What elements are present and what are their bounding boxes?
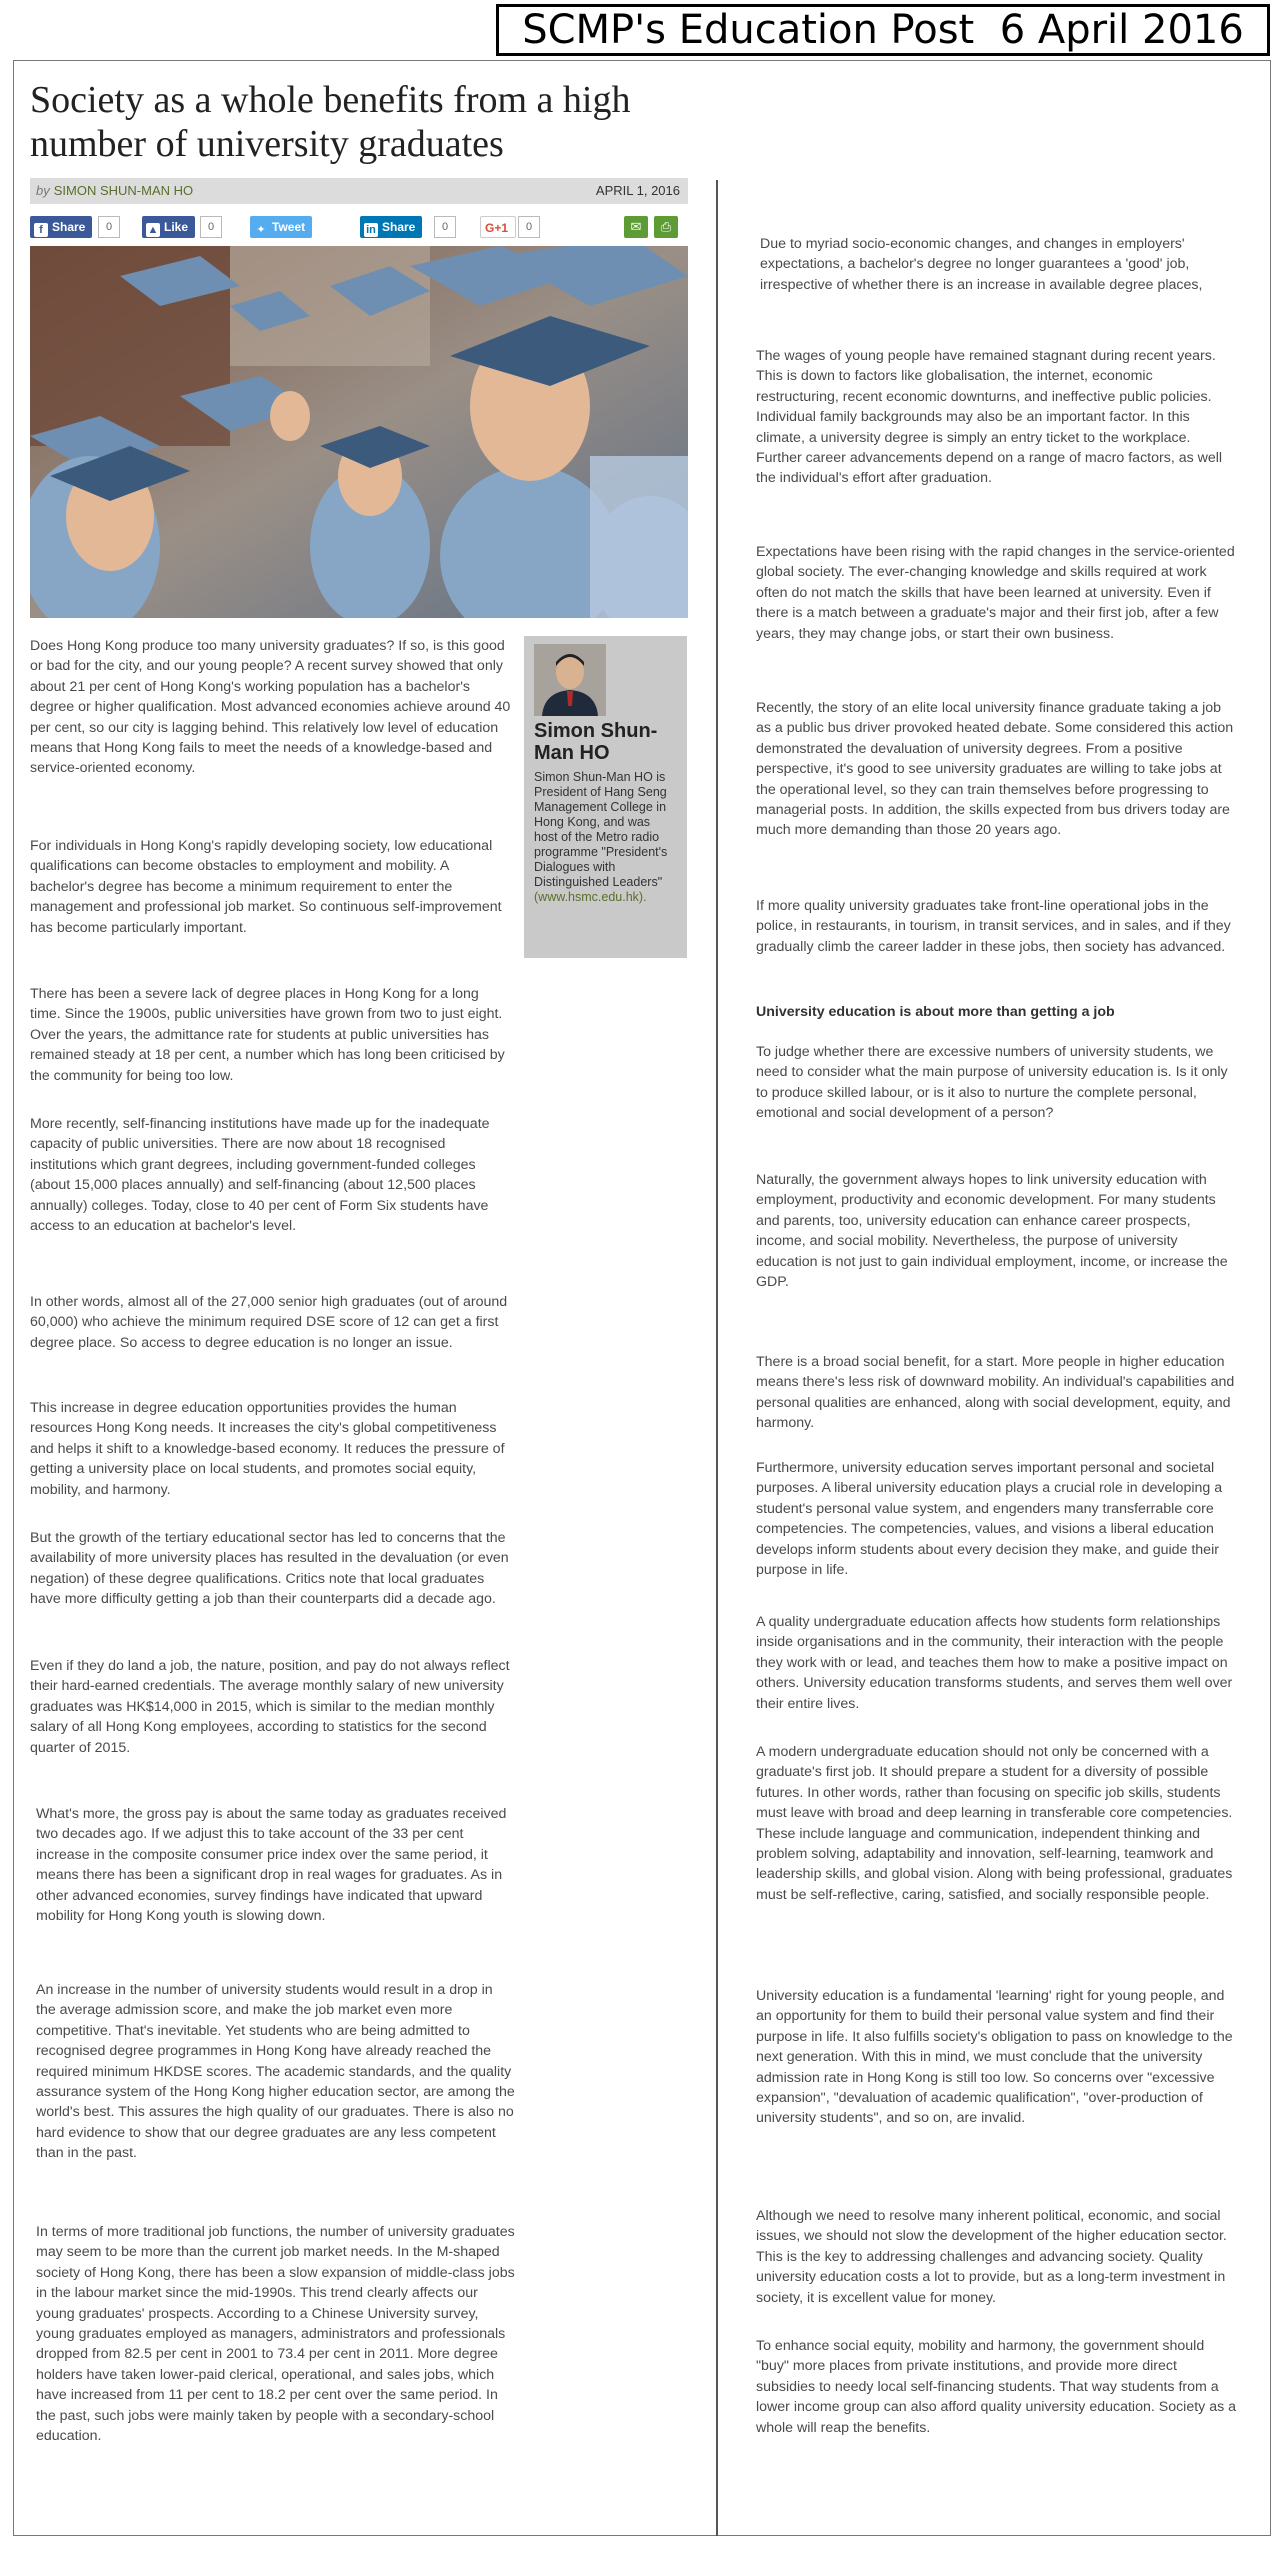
left-paragraph: But the growth of the tertiary educational sector has led to concerns that the availability of more university places has resulted in the devaluation (or even negation) of these degree qualifications. Critics note that local graduates have more difficulty getting a job than their counterparts did a decade ago. [30, 1530, 509, 1608]
left-paragraph: There has been a severe lack of degree places in Hong Kong for a long time. Since the 1900s, public universities have grown from two to just eight. Over the years, the admittance rate for students at public universities has remained steady at 18 per cent, a number which has long been criticised by the community for being too low. [30, 986, 505, 1084]
left-paragraph: An increase in the number of university students would result in a drop in the average admission score, and make the job market even more competitive. That's inevitable. Yet students who are being admitted to recognised degree programmes in Hong Kong have already reached the required minimum HKDSE scores. The academic standards, and the quality assurance system of the Hong Kong higher education sector, are among the world's best. This assures the high quality of our graduates. There is also no hard evidence to show that our degree graduates are any less competent than in the past. [36, 1982, 515, 2162]
right-paragraph: University education is a fundamental 'learning' right for young people, and an opportunity for them to build their personal value system and find their purpose in life. It also fulfills society's obligation to pass on knowledge to the next generation. With this in mind, we must conclude that the university admission rate in Hong Kong is still too low. So concerns over "excessive expansion", "devaluation of academic qualification", "over-production of university students", and so on, are invalid. [756, 1988, 1233, 2127]
facebook-icon: f [34, 223, 48, 237]
author-url-close: ). [638, 890, 647, 904]
right-paragraph: To judge whether there are excessive numbers of university students, we need to consider what the main purpose of university education is. Is it only to produce skilled labour, or is it also to nurture the complete personal, emotional and social development of a person? [756, 1044, 1228, 1122]
right-paragraph: To enhance social equity, mobility and harmony, the government should "buy" more places from private institutions, and provide more direct subsidies to needy local self-financing students. That way students from a lower income group can also afford quality university education. Society as a whole will reap the benefits. [756, 2338, 1237, 2436]
byline-author-link[interactable]: SIMON SHUN-MAN HO [53, 183, 194, 198]
linkedin-share-count: 0 [434, 216, 456, 238]
thumbs-up-icon: ▲ [147, 224, 159, 236]
byline-prefix: by [36, 183, 50, 198]
email-button[interactable] [624, 216, 648, 238]
facebook-like-count: 0 [200, 216, 222, 238]
googleplus-count: 0 [518, 216, 540, 238]
left-paragraph: In other words, almost all of the 27,000 senior high graduates (out of around 60,000) who achieve the minimum required DSE score of 12 can get a first degree place. So access to degree education is no longer an issue. [30, 1294, 508, 1351]
hero-photo-graduates [30, 246, 688, 618]
left-paragraph: Even if they do land a job, the nature, position, and pay do not always reflect their hard-earned credentials. The average monthly salary of new university graduates was HK$14,000 in 2015, which is similar to the median monthly salary of all Hong Kong employees, according to statistics for the second quarter of 2015. [30, 1658, 510, 1756]
right-paragraph: Recently, the story of an elite local university finance graduate taking a job as a public bus driver provoked heated debate. Some considered this action demonstrated the devaluation of university degrees. From a positive perspective, it's good to see university graduates are willing to take jobs at the operational level, so they can train themselves before progressing to managerial posts. In addition, the skills expected from bus drivers today are much more demanding than those 20 years ago. [756, 700, 1234, 839]
right-paragraph: If more quality university graduates take front-line operational jobs in the police, in restaurants, in tourism, in transit services, and in sales, and if they gradually climb the career ladder in these jobs, then society has advanced. [756, 898, 1231, 955]
googleplus-button[interactable] [480, 216, 516, 238]
right-paragraph: Naturally, the government always hopes to link university education with employment, productivity and economic development. For many students and parents, too, university education can enhance career prospects, income, and social mobility. Nevertheless, the purpose of university education is not just to gain individual employment, income, or increase the GDP. [756, 1172, 1228, 1291]
column-divider [716, 180, 718, 2536]
masthead-banner [496, 4, 1270, 56]
right-paragraph: The wages of young people have remained stagnant during recent years. This is down to factors like globalisation, the internet, economic restructuring, recent economic downturns, and ineffective public policies. Individual family backgrounds may also be an important factor. In this climate, a university degree is simply an entry ticket to the workplace. Further career advancements depend on a range of macro factors, as well the individual's effort after graduation. [756, 348, 1223, 487]
left-paragraph: More recently, self-financing institutions have made up for the inadequate capacity of public universities. There are now about 18 recognised institutions which grant degrees, including government-funded colleges (about 15,000 places annually) and self-financing (about 12,500 places annually) colleges. Today, close to 40 per cent of Form Six students have access to an education at bachelor's level. [30, 1116, 490, 1235]
facebook-share-button[interactable]: f Share [30, 216, 92, 238]
facebook-like-button[interactable]: ▲ Like [142, 216, 195, 238]
author-box [524, 636, 687, 958]
facebook-share-count: 0 [98, 216, 120, 238]
right-paragraph: A modern undergraduate education should not only be concerned with a graduate's first job. It should prepare a student for a diversity of possible futures. In other words, rather than focusing on specific job skills, students must leave with broad and deep learning in transferable core competencies. These include language and communication, independent thinking and problem solving, adaptability and innovation, self-learning, teamwork and leadership skills, and global vision. Along with being professional, graduates must be self-reflective, caring, satisfied, and socially responsible people. [756, 1744, 1233, 1903]
right-paragraph: There is a broad social benefit, for a start. More people in higher education means there's less risk of downward mobility. An individual's capabilities and personal qualities are enhanced, along with social development, equity, and harmony. [756, 1354, 1235, 1432]
author-website-link[interactable]: www.hsmc.edu.hk [538, 890, 639, 904]
envelope-icon: ✉ [630, 219, 642, 234]
masthead-date: 6 April 2016 [999, 7, 1244, 53]
print-button[interactable] [654, 216, 678, 238]
author-url-open: ( [534, 890, 539, 904]
left-paragraph: This increase in degree education opportunities provides the human resources Hong Kong needs. It increases the city's global competitiveness and helps it shift to a knowledge-based economy. It reduces the pressure of getting a university place on local students, and promotes social equity, mobility, and harmony. [30, 1400, 505, 1498]
right-paragraph: Expectations have been rising with the rapid changes in the service-oriented global society. The ever-changing knowledge and skills required at work often do not match the skills that have been learned at university. Even if there is a match between a graduate's major and their first job, after a few years, they may change jobs, or start their own business. [756, 544, 1235, 642]
share-toolbar [30, 214, 688, 240]
left-paragraph: For individuals in Hong Kong's rapidly developing society, low educational qualifications can become obstacles to employment and mobility. A bachelor's degree has become a minimum requirement to enter the management and professional job market. So continuous self-improvement has become particularly important. [30, 838, 502, 936]
masthead-publication: SCMP's Education Post [522, 7, 975, 53]
byline-bar [30, 178, 688, 204]
left-paragraph: Does Hong Kong produce too many university graduates? If so, is this good or bad for the city, and our young people? A recent survey showed that only about 21 per cent of Hong Kong's working population has a bachelor's degree or higher qualification. Most advanced economies achieve around 40 per cent, so our city is lagging behind. This relatively low level of education means that Hong Kong fails to meet the needs of a knowledge-based and service-oriented economy. [30, 638, 511, 777]
right-paragraph: A quality undergraduate education affects how students form relationships inside organisations and in the community, their interaction with the people they work with or lead, and teaches them how to make a positive impact on others. University education transforms students, and serves them well over their entire lives. [756, 1614, 1233, 1712]
article-date: APRIL 1, 2016 [595, 183, 680, 198]
graduates-photo-illustration [30, 246, 688, 618]
author-name: Simon Shun-Man HO [534, 720, 658, 764]
article-headline: Society as a whole benefits from a high number of university graduates [30, 79, 631, 165]
right-paragraph: Although we need to resolve many inherent political, economic, and social issues, we should not slow the development of the higher education sector. This is the key to addressing challenges and advancing society. Quality university education costs a lot to provide, but as a long-term investment in society, it is excellent value for money. [756, 2208, 1227, 2306]
linkedin-share-button[interactable]: in Share [360, 216, 422, 238]
author-bio: Simon Shun-Man HO is President of Hang Seng Management College in Hong Kong, and was host of the Metro radio programme "President's Dialogues with Distinguished Leaders" [534, 770, 668, 889]
linkedin-icon: in [364, 223, 378, 237]
left-paragraph: In terms of more traditional job functions, the number of university graduates may seem to be more than the current job market needs. In the M-shaped society of Hong Kong, there has been a slow expansion of middle-class jobs in the labour market since the mid-1990s. This trend clearly affects our young graduates' prospects. According to a Chinese University survey, young graduates employed as managers, administrators and professionals dropped from 82.5 per cent in 2001 to 73.4 per cent in 2011. More degree holders have taken lower-paid clerical, operational, and sales jobs, which have increased from 11 per cent to 18.2 per cent over the same period. In the past, such jobs were mainly taken by people with a secondary-school education. [36, 2224, 515, 2445]
printer-icon: ⎙ [660, 219, 672, 234]
tweet-button[interactable]: ✦ Tweet [250, 216, 312, 238]
section-subheading: University education is about more than getting a job [756, 1004, 1115, 1020]
author-avatar [534, 644, 606, 716]
googleplus-icon: G+1 [485, 221, 509, 235]
left-paragraph: What's more, the gross pay is about the same today as graduates received two decades ago. If we adjust this to take account of the 33 per cent increase in the composite consumer price index over the same period, it means there has been a significant drop in real wages for graduates. As in other advanced economies, survey findings have indicated that upward mobility for Hong Kong youth is slowing down. [36, 1806, 507, 1925]
twitter-bird-icon: ✦ [256, 224, 266, 236]
right-paragraph: Furthermore, university education serves important personal and societal purposes. A liberal university education plays a crucial role in developing a student's personal value system, and engenders many transferrable core competencies. The competencies, values, and visions a liberal education develops inform students about every decision they make, and guide their purpose in life. [756, 1460, 1223, 1579]
right-paragraph: Due to myriad socio-economic changes, and changes in employers' expectations, a bachelor's degree no longer guarantees a 'good' job, irrespective of whether there is an increase in available degree places, [760, 236, 1203, 293]
